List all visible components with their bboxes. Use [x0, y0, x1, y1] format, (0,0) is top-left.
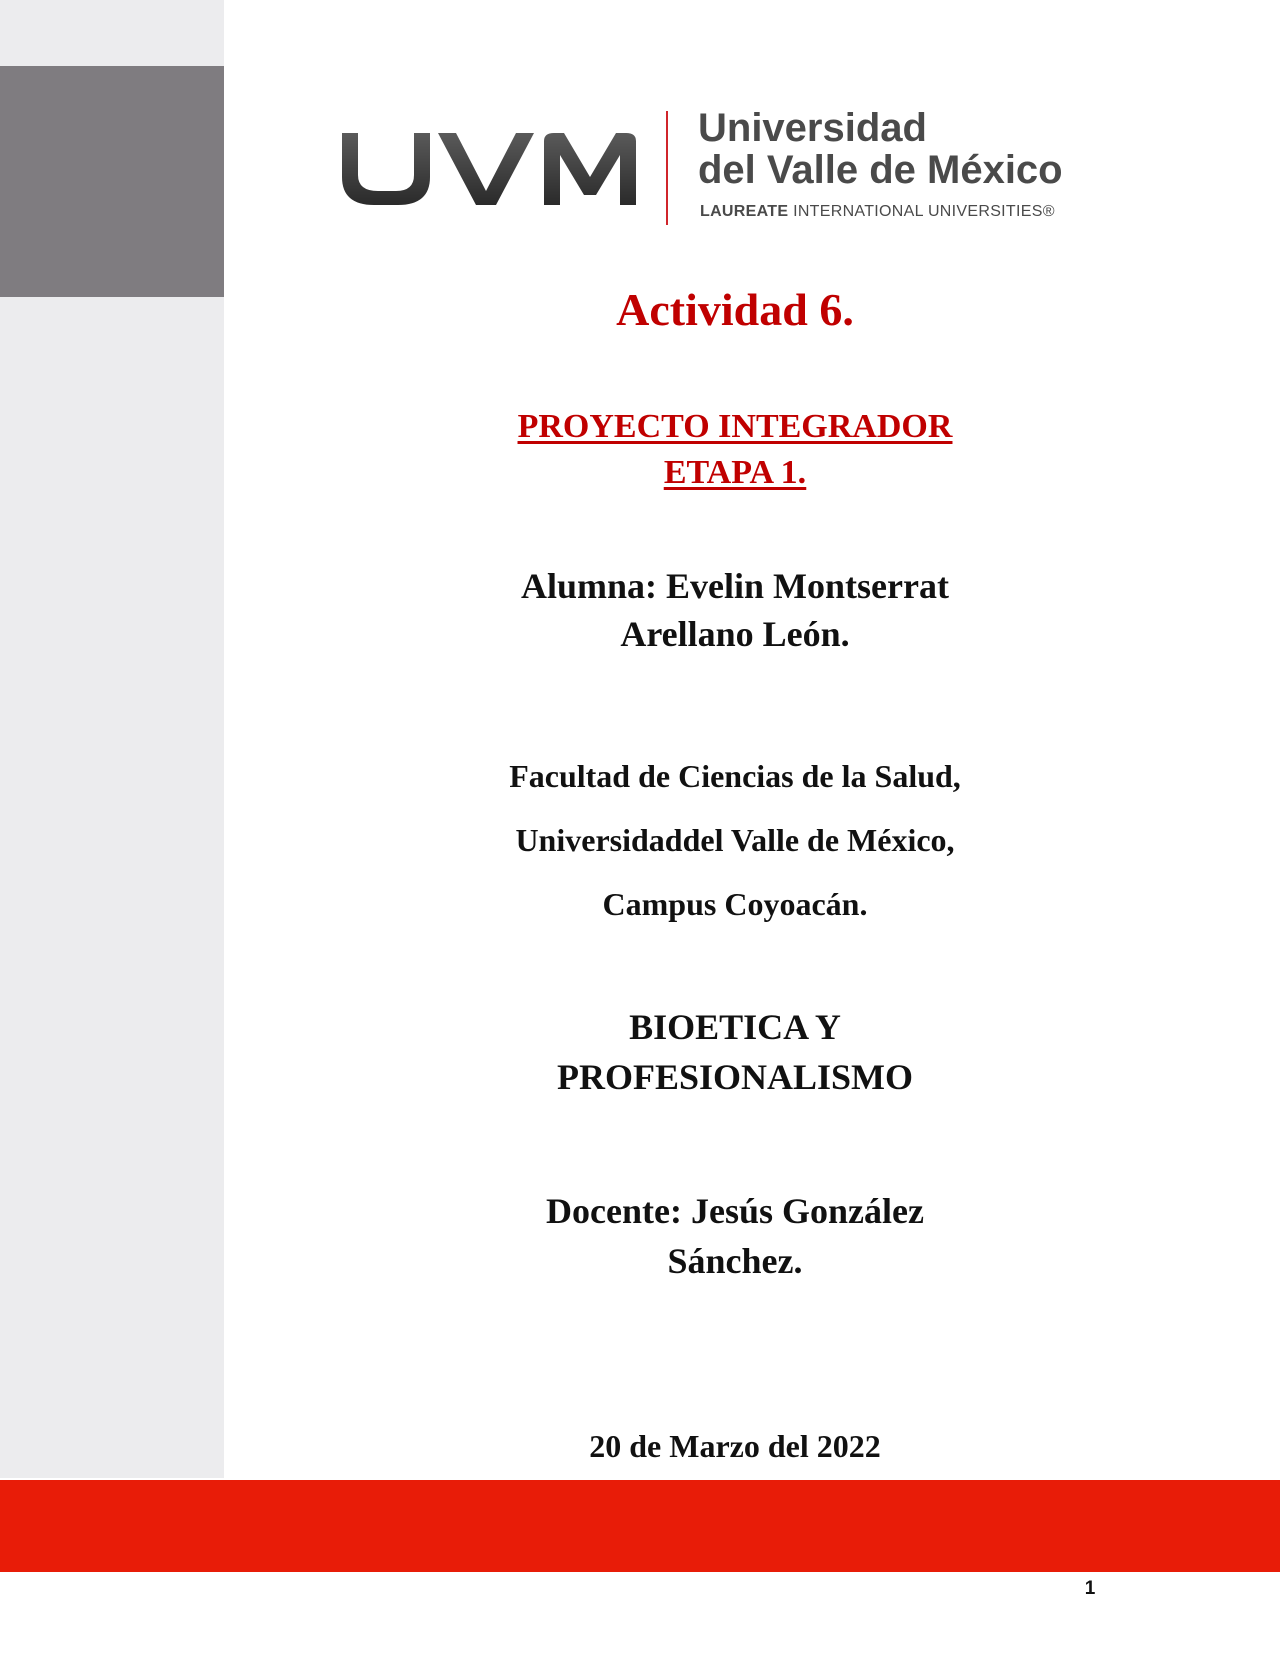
bottom-red-band — [0, 1480, 1280, 1572]
logo-name-line1: Universidad — [698, 106, 927, 150]
student-line1: Alumna: Evelin Montserrat — [521, 566, 949, 606]
project-line2: ETAPA 1. — [663, 454, 807, 491]
logo-name-line2: del Valle de México — [698, 148, 1063, 192]
project-line1: PROYECTO INTEGRADOR — [517, 408, 953, 445]
subject-name — [440, 1002, 1030, 1102]
logo-laureate-tagline — [700, 203, 1055, 221]
logo-divider — [666, 111, 668, 225]
faculty-line1: Facultad de Ciencias de la Salud, — [509, 758, 961, 794]
student-line2: Arellano León. — [620, 614, 850, 654]
subject-line1: BIOETICA Y — [629, 1007, 841, 1047]
teacher-line1: Docente: Jesús González — [546, 1191, 924, 1231]
document-title: Actividad 6. — [616, 284, 854, 335]
logo-laureate-strong: LAUREATE — [700, 203, 789, 220]
page-number: 1 — [1084, 1578, 1096, 1599]
faculty-info — [440, 744, 1030, 936]
uvm-logo — [338, 105, 1078, 230]
document-date: 20 de Marzo del 2022 — [589, 1428, 881, 1464]
uvm-logo-mark — [338, 129, 638, 209]
left-gray-block — [0, 66, 224, 297]
teacher-line2: Sánchez. — [667, 1241, 803, 1281]
student-name — [440, 562, 1030, 658]
logo-laureate-rest: INTERNATIONAL UNIVERSITIES® — [793, 203, 1055, 220]
teacher-name — [440, 1186, 1030, 1286]
faculty-line2: Universidaddel Valle de México, — [515, 822, 955, 858]
faculty-line3: Campus Coyoacán. — [602, 886, 868, 922]
subject-line2: PROFESIONALISMO — [556, 1057, 914, 1097]
logo-university-name — [698, 107, 1063, 191]
project-heading — [440, 404, 1030, 496]
